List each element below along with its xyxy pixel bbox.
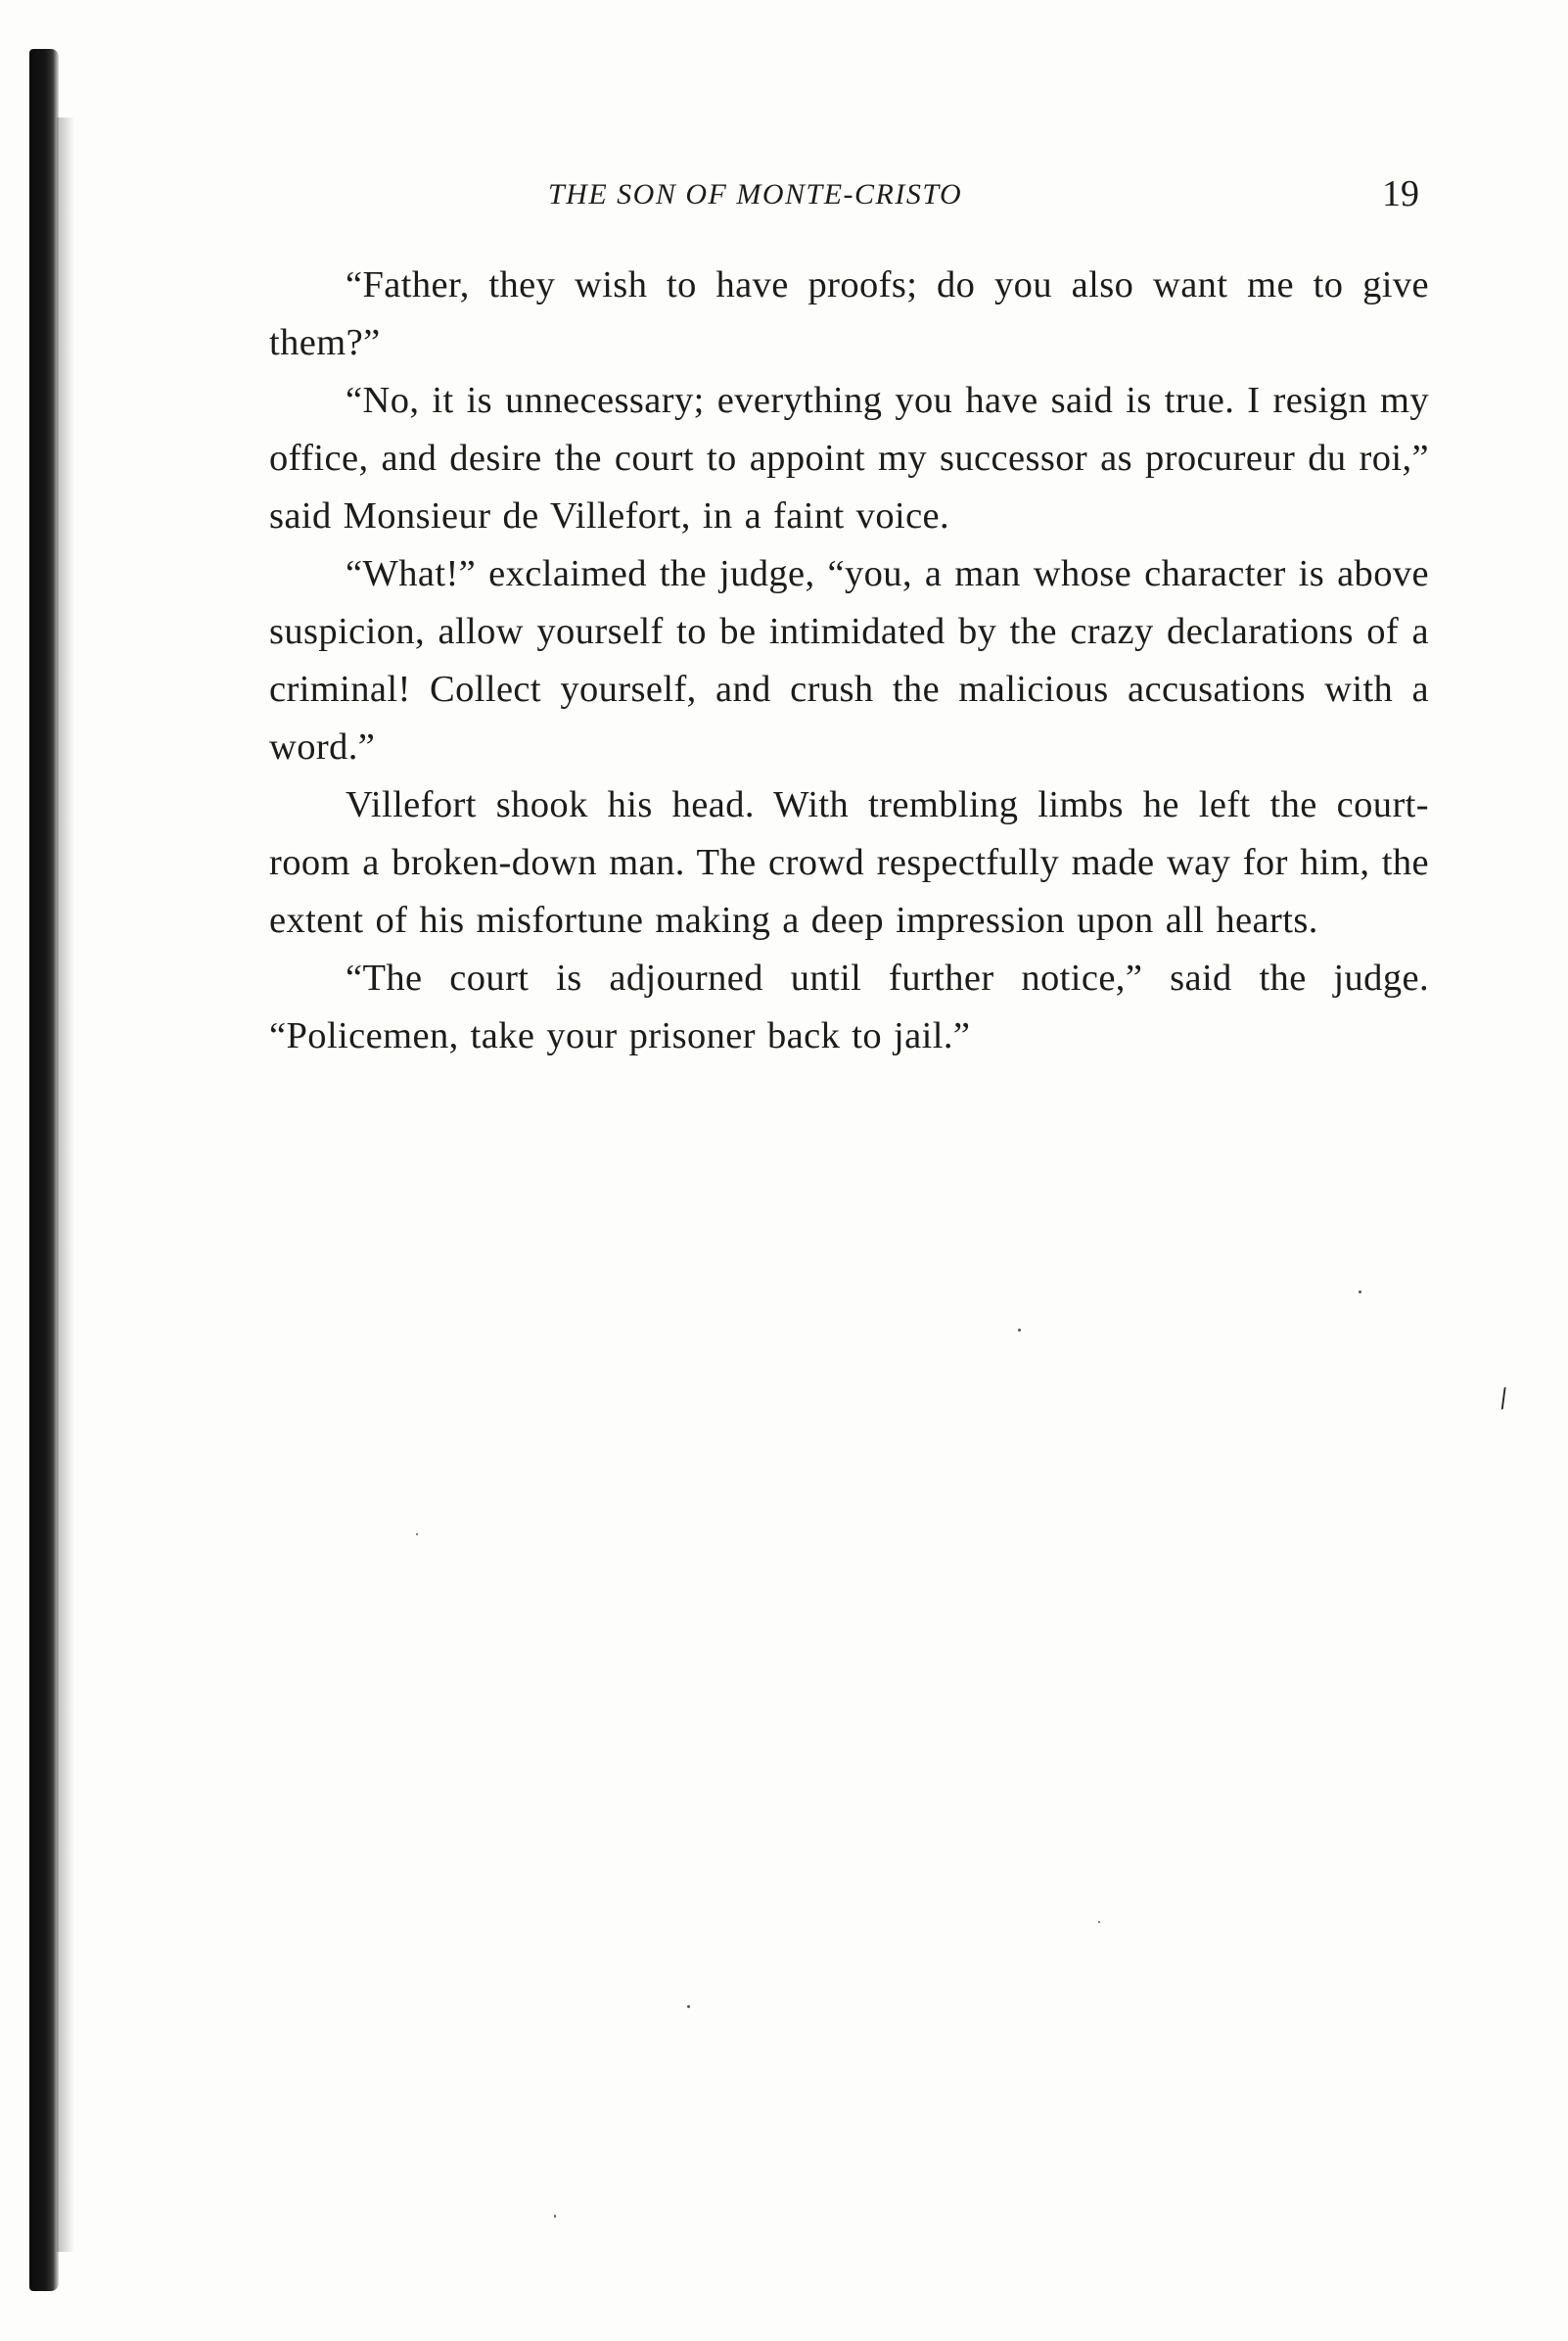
paragraph: “No, it is unnecessary; everything you have said is true. I resign my office, and desire the court to appoint my successor as procureur du roi,” said Monsieur de Villefort, in a faint voice. xyxy=(269,380,1429,537)
paragraph: “What!” exclaimed the judge, “you, a man whose character is above suspicion, allow yourself to be intimidated by the crazy declarations of a criminal! Collect yourself, and crush the malicious accusations with a word.” xyxy=(269,553,1429,768)
paragraph: Villefort shook his head. With trembling limbs he left the court-room a broken-down man. The crowd respectfully made way for him, the extent of his misfortune making a deep impression upon all hearts. xyxy=(269,784,1429,941)
book-binding-edge xyxy=(29,49,59,2291)
paper-speck xyxy=(1018,1329,1021,1332)
gutter-shadow xyxy=(57,117,74,2252)
paper-speck xyxy=(687,2005,690,2008)
body-text xyxy=(269,257,1429,1065)
paper-speck xyxy=(1359,1290,1361,1293)
paper-speck xyxy=(554,2215,556,2218)
paragraph: “Father, they wish to have proofs; do you also want me to give them?” xyxy=(269,264,1429,363)
page-number: 19 xyxy=(1382,173,1419,214)
running-head xyxy=(0,172,1568,221)
running-title: THE SON OF MONTE-CRISTO xyxy=(548,178,963,211)
paper-speck xyxy=(416,1533,418,1535)
paper-speck xyxy=(1098,1921,1100,1923)
margin-pencil-mark: / xyxy=(1494,1381,1513,1416)
paragraph: “The court is adjourned until further notice,” said the judge. “Policemen, take your prisoner back to jail.” xyxy=(269,958,1429,1056)
